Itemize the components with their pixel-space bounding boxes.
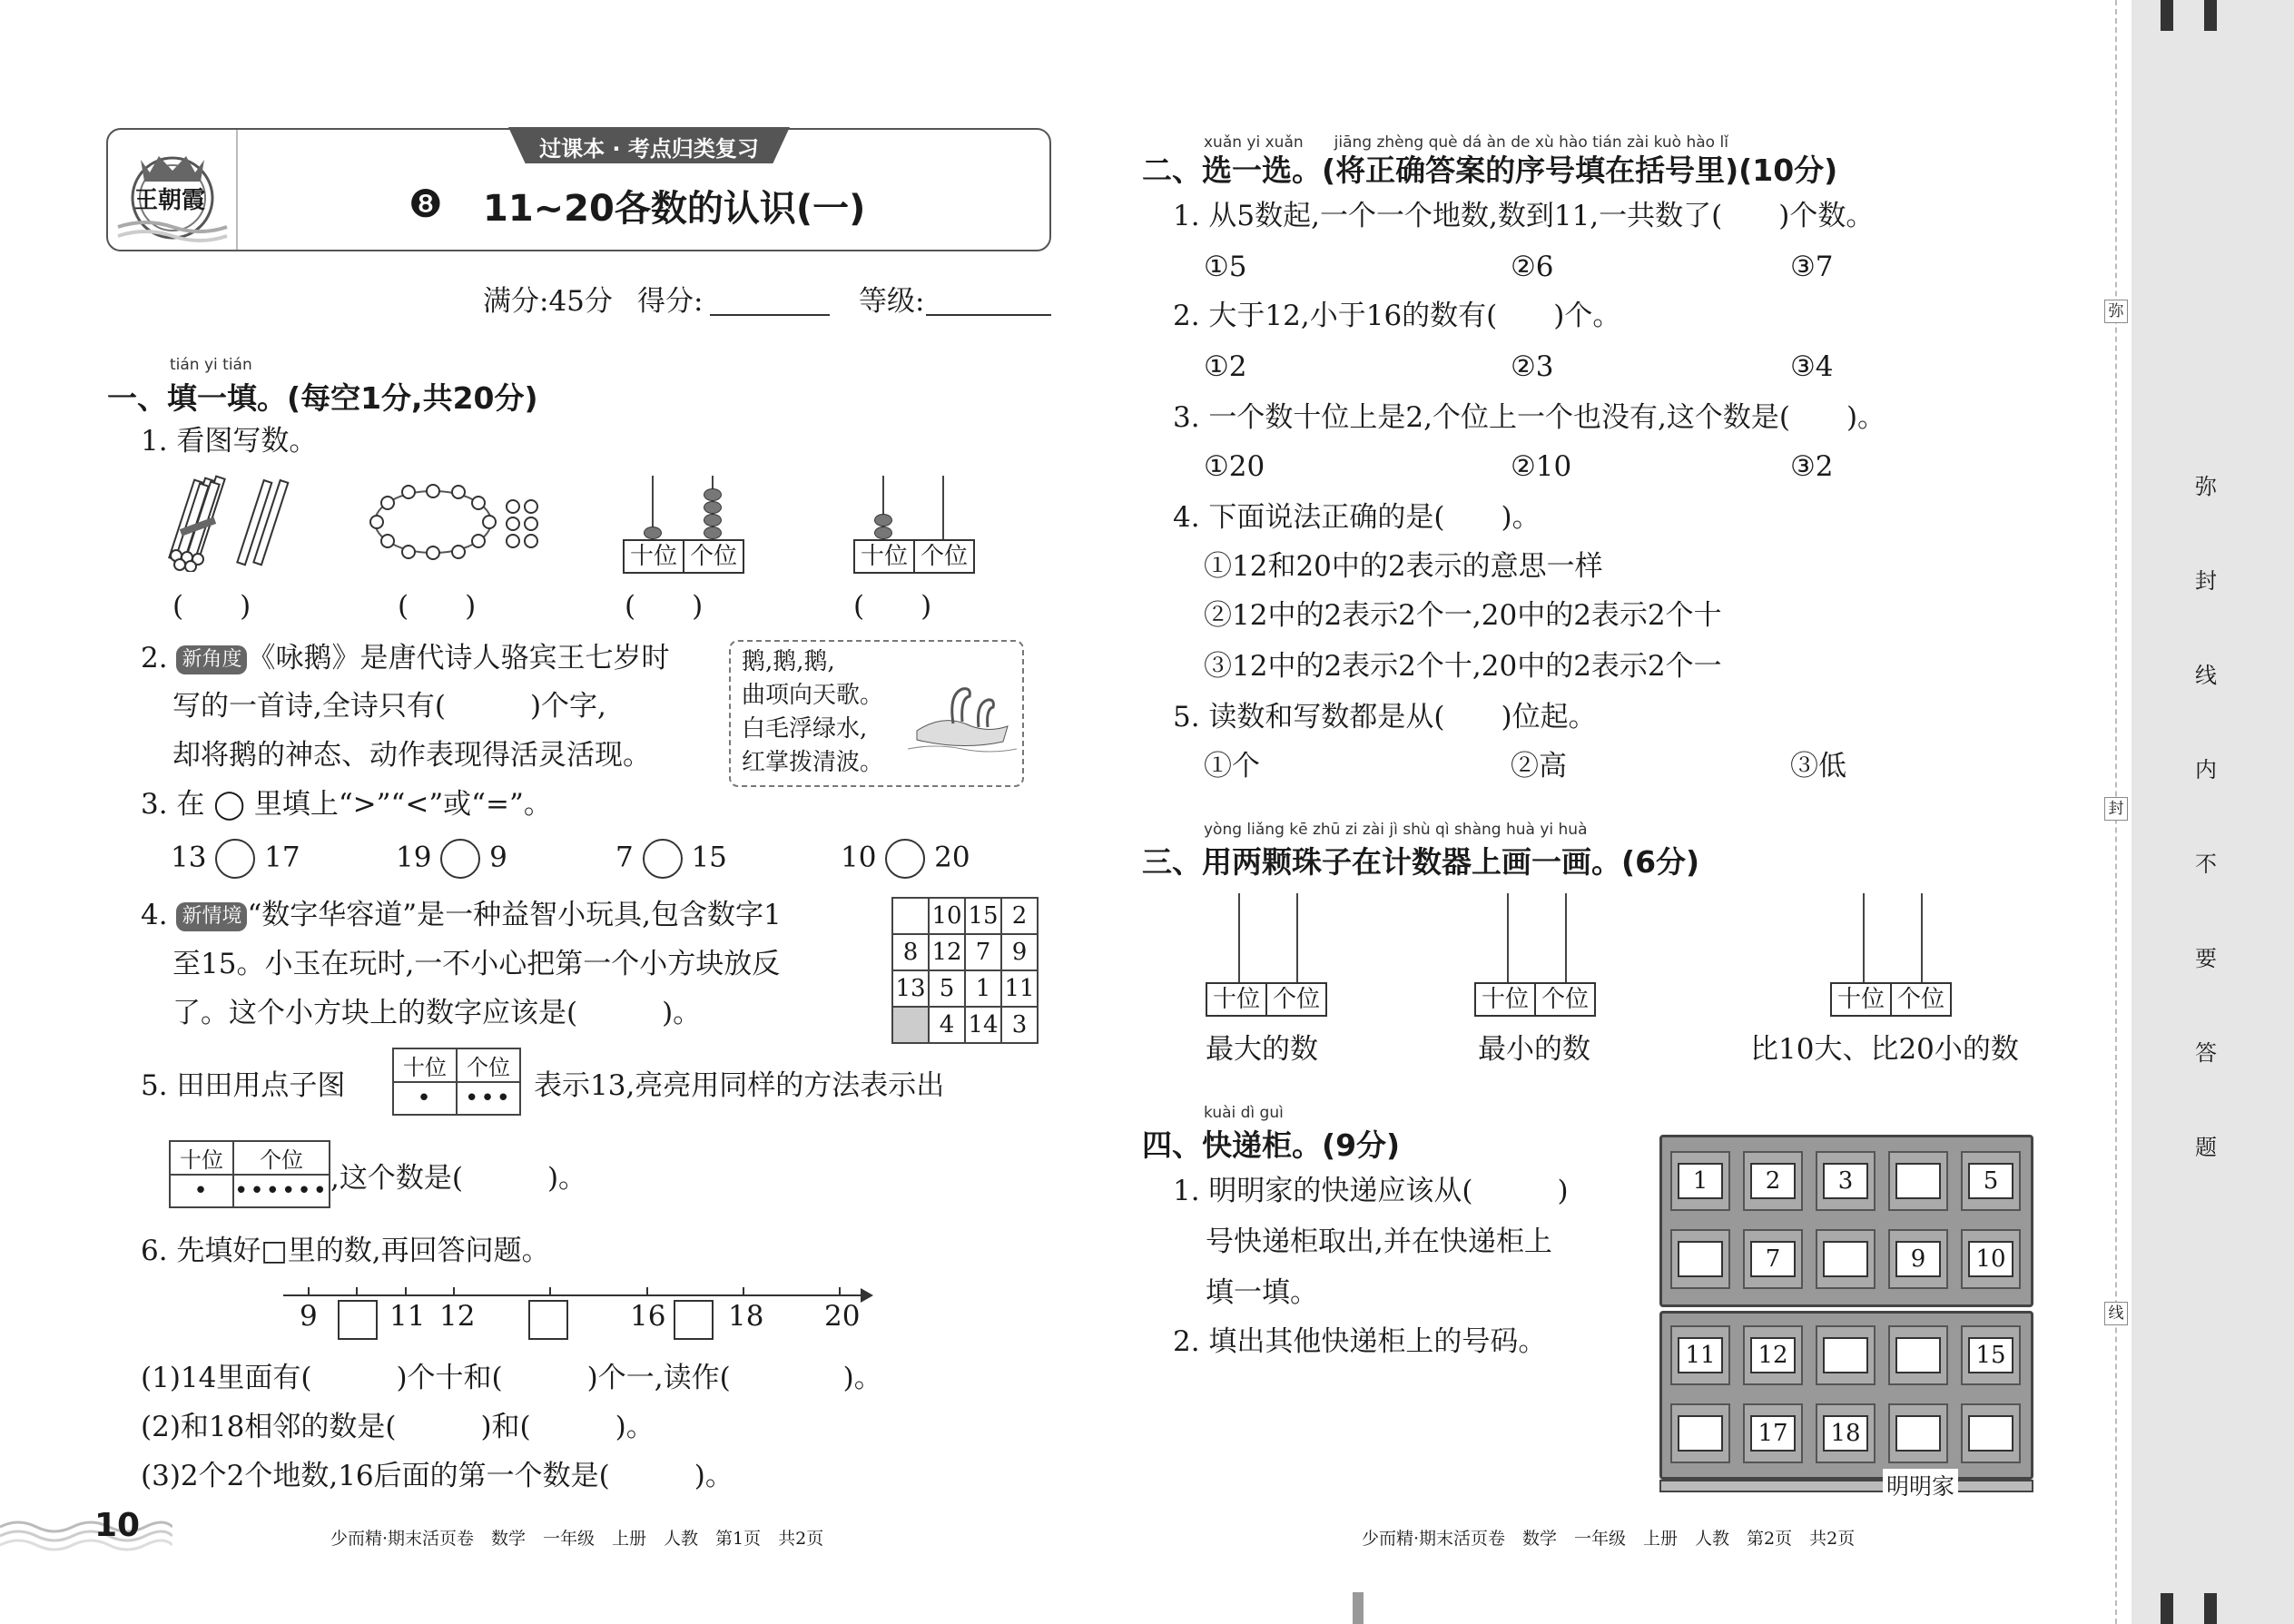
tick-label: 9 [300,1300,318,1333]
locker[interactable] [1888,1151,1948,1211]
locker[interactable] [1670,1325,1730,1385]
sec2-q3: 3. 一个数十位上是2,个位上一个也没有,这个数是( )。 [1173,401,1886,434]
compare-circle[interactable] [643,839,683,879]
locker-number: 11 [1678,1337,1723,1373]
compare-right: 15 [691,841,727,874]
compare-4 [841,839,970,879]
spine-mark [1353,1592,1364,1624]
counter-label-3: 比10大、比20小的数 [1750,1033,2019,1066]
dot-chart-answer [169,1140,330,1208]
tick [356,1287,358,1296]
locker[interactable] [1816,1229,1876,1289]
poem-line: 白毛浮绿水, [742,715,868,743]
margin-text-char: 线 [2195,663,2217,688]
sec2-q5-opt-a[interactable]: ①个 [1204,750,1260,782]
tens-label: 十位 [1832,984,1892,1015]
poem-line: 鹅,鹅,鹅, [742,648,835,675]
ones-label: 个位 [690,543,738,570]
sec4-pinyin: kuài dì guì [1204,1104,1284,1122]
locker[interactable] [1743,1229,1803,1289]
grade-label: 等级: [859,285,925,318]
q6-sub-1: (1)14里面有( )个十和( )个一,读作( )。 [141,1362,882,1394]
page-number: 10 [94,1507,141,1544]
tick [646,1287,648,1296]
compare-right: 9 [489,841,507,874]
margin-text-char: 答 [2195,1040,2217,1066]
puzzle-cell: 2 [1001,898,1038,934]
number-line [283,1278,879,1342]
puzzle-cell: 1 [965,970,1001,1007]
puzzle-cell: 10 [929,898,965,934]
empty-counter-2[interactable] [1474,893,1601,1019]
compare-left: 19 [396,841,432,874]
tick-label: 11 [389,1300,426,1333]
tick-label: 18 [728,1300,764,1333]
tick [405,1287,407,1296]
ones-label: 个位 [1273,986,1321,1013]
tick-label: 20 [824,1300,861,1333]
margin-text-char: 要 [2195,946,2217,971]
compare-right: 17 [264,841,300,874]
seal-mark-1: 弥 [2104,300,2128,323]
sec3-pinyin: yòng liǎng kē zhū zi zài jì shù qì shàng huà yi huà [1204,821,1588,839]
locker[interactable] [1743,1325,1803,1385]
footer-left: 少而精·期末活页卷 数学 一年级 上册 人教 第1页 共2页 [330,1529,824,1549]
puzzle-cell: 12 [929,934,965,970]
locker[interactable] [1816,1151,1876,1211]
sec2-q2-opt-c[interactable]: ③4 [1790,350,1834,383]
sec2-pinyin: xuǎn yi xuǎn jiāng zhèng què dá àn de xù hào tián zài kuò hào lǐ [1204,133,1728,152]
sec2-q4: 4. 下面说法正确的是( )。 [1173,501,1541,534]
seal-mark-2: 封 [2104,797,2128,821]
grade-field[interactable] [926,290,1051,316]
margin-text-char: 题 [2195,1135,2217,1160]
binding-hole-bottom-left [2161,1593,2173,1624]
compare-circle[interactable] [215,839,255,879]
tick-label: 12 [439,1300,476,1333]
score-field[interactable] [710,290,830,316]
q4-line1 [141,897,782,933]
puzzle-cell: 4 [929,1007,965,1043]
sec2-q3-opt-b[interactable]: ②10 [1511,450,1572,483]
locker-number: 9 [1895,1241,1941,1277]
sliding-puzzle [891,897,1039,1044]
number-line-axis [283,1294,864,1296]
goose-illustration [908,676,1017,758]
locker[interactable] [1961,1151,2021,1211]
locker[interactable] [1961,1229,2021,1289]
compare-left: 13 [171,841,207,874]
q6-sub-2: (2)和18相邻的数是( )和( )。 [141,1411,655,1443]
locker-number [1895,1163,1941,1199]
sec4-q1-1: 1. 明明家的快递应该从( ) [1173,1175,1569,1207]
locker-number [1968,1415,2013,1452]
locker-cabinet-base [1659,1480,2033,1492]
bead-necklace-image [368,481,549,563]
locker-number: 2 [1750,1163,1796,1199]
tick [743,1287,744,1296]
q4-text-3: 了。这个小方块上的数字应该是( )。 [172,997,702,1029]
puzzle-cell: 13 [892,970,929,1007]
compare-left: 10 [841,841,877,874]
number-line-arrow-icon [861,1288,873,1303]
locker[interactable] [1670,1403,1730,1463]
q6-sub-3: (3)2个2个地数,16后面的第一个数是( )。 [141,1460,733,1492]
locker[interactable] [1816,1403,1876,1463]
locker[interactable] [1888,1403,1948,1463]
locker[interactable] [1961,1325,2021,1385]
tens-label: 十位 [625,541,684,572]
poem-card [729,640,1024,787]
tens-label: 十位 [1207,984,1267,1015]
puzzle-cell: 3 [1001,1007,1038,1043]
q1-answer-3[interactable]: ( ) [625,590,704,623]
locker-number: 7 [1750,1241,1796,1277]
q1-answer-2[interactable]: ( ) [398,590,477,623]
locker[interactable] [1670,1229,1730,1289]
page-title: 11~20各数的认识(一) [483,188,866,230]
sec2-q3-opt-a[interactable]: ①20 [1204,450,1265,483]
poem-line: 曲项向天歌。 [742,682,884,709]
q3-text: 3. 在 ◯ 里填上“>”“<”或“=”。 [141,788,552,821]
margin-text-char: 封 [2195,568,2217,594]
abacus-1 [623,476,745,572]
sec4-title: 四、快递柜。(9分) [1142,1127,1401,1163]
sec2-q4-opt-c[interactable]: ③12中的2表示2个十,20中的2表示2个一 [1204,650,1722,683]
tick [308,1287,310,1296]
locker-number [1678,1415,1723,1452]
sec2-title: 二、选一选。(将正确答案的序号填在括号里)(10分) [1142,153,1838,188]
sec2-q5-opt-b[interactable]: ②高 [1511,750,1567,782]
lesson-number-icon: ❽ [409,182,443,226]
publisher-logo-text: 王朝霞 [134,187,206,214]
counter-label-1: 最大的数 [1206,1033,1318,1066]
compare-circle[interactable] [440,839,480,879]
binding-hole-top-left [2161,0,2173,31]
locker[interactable] [1670,1151,1730,1211]
binding-hole-bottom-right [2204,1593,2217,1624]
locker-number: 12 [1750,1337,1796,1373]
sec3-title: 三、用两颗珠子在计数器上画一画。(6分) [1142,844,1700,880]
section-ribbon-text: 过课本 · 考点归类复习 [539,136,759,162]
locker-number [1895,1415,1941,1452]
sec4-q1-3: 填一填。 [1206,1276,1318,1309]
sec2-q5: 5. 读数和写数都是从( )位起。 [1173,701,1597,733]
locker-number: 5 [1968,1163,2013,1199]
locker[interactable] [1961,1403,2021,1463]
q1-answer-1[interactable]: ( ) [172,590,251,623]
seal-mark-3: 线 [2104,1302,2128,1325]
binding-hole-top-right [2204,0,2217,31]
score-label: 得分: [637,285,704,318]
locker-number [1895,1337,1941,1373]
puzzle-cell: 7 [965,934,1001,970]
q2-text-1: 《咏鹅》是唐代诗人骆宾王七岁时 [247,642,670,674]
locker[interactable] [1888,1325,1948,1385]
locker-number: 17 [1750,1415,1796,1452]
sec2-q1-opt-c[interactable]: ③7 [1790,251,1834,283]
puzzle-cell: 5 [929,970,965,1007]
puzzle-cell: 8 [892,934,929,970]
dot-chart-13 [392,1048,521,1116]
compare-1 [171,839,300,879]
compare-left: 7 [615,841,634,874]
poem-line: 红掌拨清波。 [742,749,884,776]
wave-decoration [0,1511,172,1556]
locker-number [1823,1337,1868,1373]
ones-label: 个位 [921,543,969,570]
compare-3 [615,839,727,879]
sec2-q2-opt-a[interactable]: ①2 [1204,350,1247,383]
title-header-divider [236,130,238,250]
q4-number: 4. [141,899,168,931]
locker-number: 3 [1823,1163,1868,1199]
compare-2 [396,839,507,879]
empty-counter-1[interactable] [1206,893,1333,1019]
locker-number: 10 [1968,1241,2013,1277]
tens-label: 十位 [855,541,915,572]
puzzle-cell [892,898,929,934]
sec1-title: 一、填一填。(每空1分,共20分) [107,380,538,416]
compare-circle[interactable] [885,839,925,879]
margin-text-char: 弥 [2195,474,2217,499]
sec2-q1-opt-a[interactable]: ①5 [1204,251,1247,283]
new-scenario-tag: 新情境 [176,902,247,931]
locker-number: 1 [1678,1163,1723,1199]
puzzle-empty-cell [892,1007,929,1043]
locker-number [1823,1241,1868,1277]
counter-label-2: 最小的数 [1478,1033,1590,1066]
sec4-q1-2: 号快递柜取出,并在快递柜上 [1206,1225,1552,1258]
sec2-q4-opt-b[interactable]: ②12中的2表示2个一,20中的2表示2个十 [1204,599,1722,632]
locker-number [1678,1241,1723,1277]
sec2-q1-opt-b[interactable]: ②6 [1511,251,1554,283]
tens-dots: • [393,1082,457,1115]
ones-dots: •••••• [233,1175,330,1207]
tens-header: 十位 [393,1048,457,1082]
tens-header: 十位 [170,1141,233,1175]
numberline-blank[interactable] [674,1300,714,1340]
compare-right: 20 [934,841,970,874]
ones-label: 个位 [1541,986,1590,1013]
q2-text-2: 写的一首诗,全诗只有( )个字, [172,690,606,723]
sec2-q3-opt-c[interactable]: ③2 [1790,450,1834,483]
empty-counter-3[interactable] [1830,893,1957,1019]
tick [839,1287,841,1296]
sec2-q2: 2. 大于12,小于16的数有( )个。 [1173,300,1621,332]
ones-dots: ••• [457,1082,520,1115]
puzzle-cell: 14 [965,1007,1001,1043]
q6-text: 6. 先填好□里的数,再回答问题。 [141,1235,550,1267]
q5-text-tail: ,这个数是( )。 [330,1162,587,1195]
tens-dots: • [170,1175,233,1207]
q2-line1 [141,640,669,676]
locker[interactable] [1743,1151,1803,1211]
abacus-2 [853,476,976,572]
locker-number: 15 [1968,1337,2013,1373]
tick [453,1287,455,1296]
tick-label: 16 [630,1300,666,1333]
q2-text-3: 却将鹅的神态、动作表现得活灵活现。 [172,739,651,772]
full-score: 满分:45分 [483,285,613,318]
margin-text-char: 不 [2195,851,2217,877]
locker-number: 18 [1823,1415,1868,1452]
sec2-q5-opt-c[interactable]: ③低 [1790,750,1846,782]
sec4-q2: 2. 填出其他快递柜上的号码。 [1173,1325,1547,1358]
seal-strip [2132,0,2294,1624]
locker[interactable] [1816,1325,1876,1385]
ones-label: 个位 [1897,986,1945,1013]
sec2-q2-opt-b[interactable]: ②3 [1511,350,1554,383]
stick-bundle-image [163,470,300,572]
puzzle-cell: 11 [1001,970,1038,1007]
q2-number: 2. [141,642,168,674]
ones-header: 个位 [457,1048,520,1082]
locker[interactable] [1888,1229,1948,1289]
tick [549,1287,551,1296]
home-label: 明明家 [1883,1469,1958,1501]
q1-answer-4[interactable]: ( ) [853,590,932,623]
locker[interactable] [1743,1403,1803,1463]
sec2-q1: 1. 从5数起,一个一个地数,数到11,一共数了( )个数。 [1173,200,1875,232]
numberline-blank[interactable] [338,1300,378,1340]
q1-text: 1. 看图写数。 [141,425,318,458]
q4-text-1: “数字华容道”是一种益智小玩具,包含数字1 [247,899,782,931]
q5-text-pre: 5. 田田用点子图 [141,1069,346,1102]
q4-text-2: 至15。小玉在玩时,一不小心把第一个小方块放反 [172,948,781,980]
puzzle-cell: 15 [965,898,1001,934]
margin-text-char: 内 [2195,757,2217,782]
tens-label: 十位 [1476,984,1536,1015]
footer-right: 少而精·期末活页卷 数学 一年级 上册 人教 第2页 共2页 [1362,1529,1856,1549]
numberline-blank[interactable] [528,1300,568,1340]
q5-text-post: 表示13,亮亮用同样的方法表示出 [534,1069,945,1102]
sec2-q4-opt-a[interactable]: ①12和20中的2表示的意思一样 [1204,550,1603,583]
sec1-pinyin: tián yi tián [170,356,252,374]
puzzle-cell: 9 [1001,934,1038,970]
ones-header: 个位 [233,1141,330,1175]
new-angle-tag: 新角度 [176,645,247,674]
